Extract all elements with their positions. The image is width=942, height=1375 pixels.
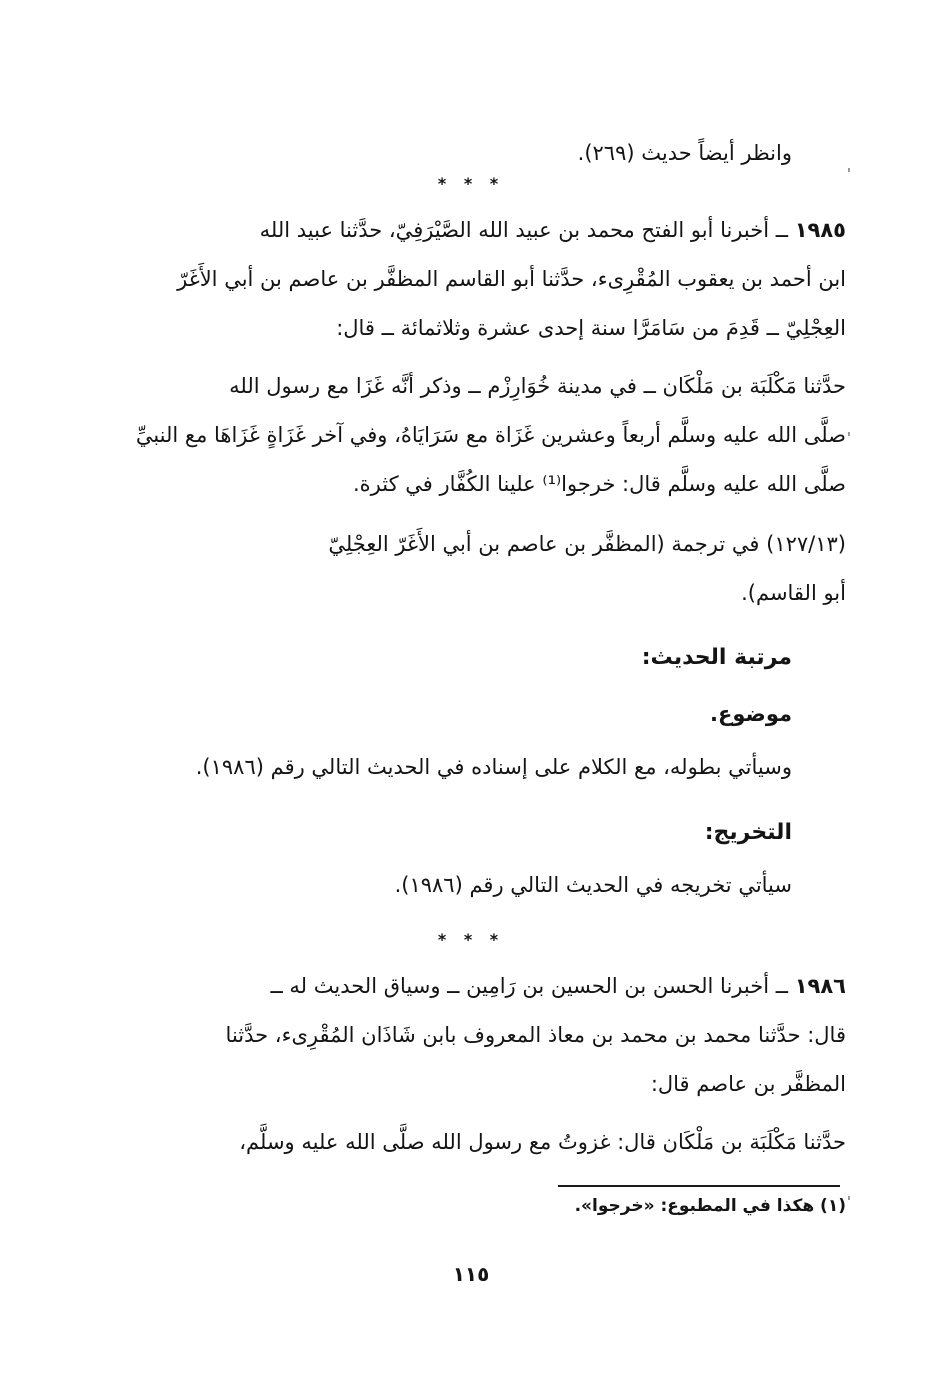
hadith-1985-isnad-line-3: العِجْلِيّ ــ قَدِمَ من سَامَرَّا سنة إحدى عشرة وثلاثمائة ــ قال: xyxy=(336,316,846,340)
hadith-1985-matn-line-1: حدَّثنا مَكْلَبَة بن مَلْكَان ــ في مدينة خُوَارِزْم ــ وذكر أنَّه غَزَا مع رسول الله xyxy=(229,374,846,398)
hadith-1985-matn-line-2: صلَّى الله عليه وسلَّم أربعاً وعشرين غَزَاة مع سَرَايَاهُ، وفي آخر غَزَاةٍ غَزَاهَا مع النبيِّ xyxy=(135,423,846,447)
hadith-1986-matn-line: حدَّثنا مَكْلَبَة بن مَلْكَان قال: غزوتُ مع رسول الله صلَّى الله عليه وسلَّم، xyxy=(239,1130,846,1154)
grade-note: وسيأتي بطوله، مع الكلام على إسناده في الحديث التالي رقم (١٩٨٦). xyxy=(195,755,792,779)
hadith-1986-isnad xyxy=(96,962,846,1109)
hadith-1986-isnad-line-1: ١٩٨٦ ــ أخبرنا الحسن بن الحسين بن رَامِين ــ وسياق الحديث له ــ xyxy=(270,974,846,998)
grade-heading: مرتبة الحديث: xyxy=(641,645,792,670)
hadith-1986-isnad-line-3: المظفَّر بن عاصم قال: xyxy=(650,1072,846,1096)
hadith-1985-number: ١٩٨٥ xyxy=(794,218,846,242)
hadith-1985-matn-line-3: صلَّى الله عليه وسلَّم قال: خرجوا⁽¹⁾ علينا الكُفَّار في كثرة. xyxy=(353,472,846,496)
hadith-1985-reference xyxy=(96,520,846,618)
footnote: (١) هكذا في المطبوع: «خرجوا». xyxy=(574,1196,846,1216)
hadith-1985-isnad xyxy=(96,206,846,353)
section-separator-1: * * * xyxy=(437,174,505,193)
margin-mark xyxy=(848,1196,850,1200)
margin-mark xyxy=(848,432,850,436)
section-separator-2: * * * xyxy=(437,930,505,949)
page-number: ١١٥ xyxy=(452,1262,490,1286)
intro-line: وانظر أيضاً حديث (٢٦٩). xyxy=(577,141,792,165)
hadith-1986-number: ١٩٨٦ xyxy=(794,974,846,998)
grade-value: موضوع. xyxy=(710,702,792,726)
hadith-1985-isnad-line-1: ١٩٨٥ ــ أخبرنا أبو الفتح محمد بن عبيد الله الصَّيْرَفِيّ، حدَّثنا عبيد الله xyxy=(259,218,846,242)
hadith-1986-isnad-line-2: قال: حدَّثنا محمد بن محمد بن معاذ المعروف بابن شَاذَان المُقْرِىء، حدَّثنا xyxy=(225,1023,846,1047)
hadith-1985-isnad-line-2: ابن أحمد بن يعقوب المُقْرِىء، حدَّثنا أبو القاسم المظفَّر بن عاصم بن أبي الأَغَرّ xyxy=(177,267,846,291)
footnote-divider xyxy=(558,1185,840,1187)
hadith-1985-reference-line-2: أبو القاسم). xyxy=(741,581,846,605)
margin-mark xyxy=(848,168,850,172)
hadith-1985-matn xyxy=(96,362,846,509)
hadith-1985-reference-line-1: (١٢٧/١٣) في ترجمة (المظفَّر بن عاصم بن أبي الأَغَرّ العِجْلِيّ xyxy=(328,532,846,556)
takhrij-heading: التخريج: xyxy=(704,820,792,845)
hadith-1986-matn xyxy=(96,1118,846,1167)
takhrij-text: سيأتي تخريجه في الحديث التالي رقم (١٩٨٦). xyxy=(394,873,792,897)
